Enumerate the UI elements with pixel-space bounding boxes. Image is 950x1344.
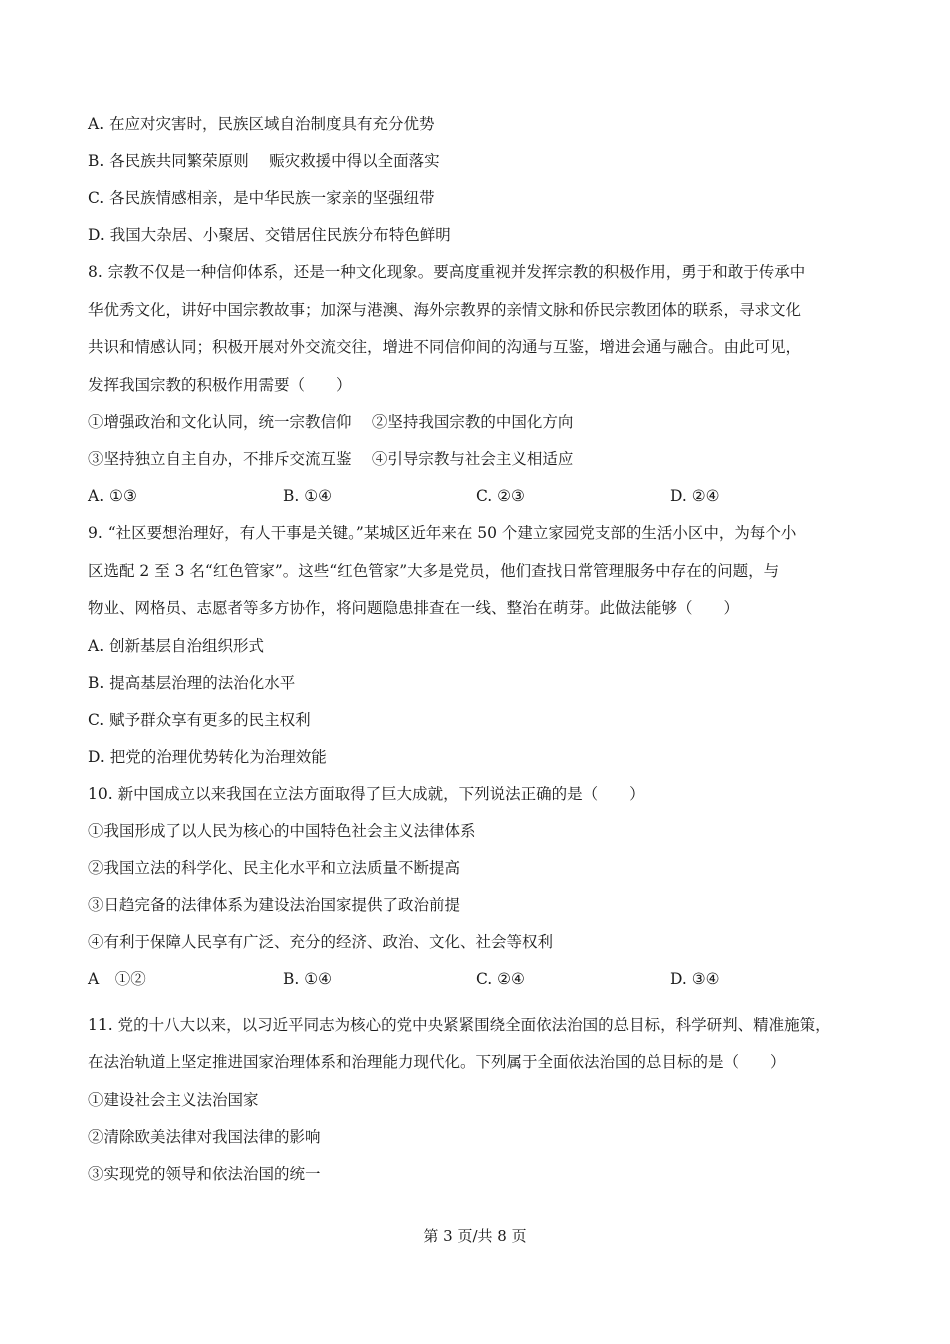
q8-stem-line-3: 共识和情感认同；积极开展对外交流交往，增进不同信仰间的沟通与互鉴，增进会通与融合。由此可见， <box>88 338 802 356</box>
q11-stem-line-1: 11. 党的十八大以来，以习近平同志为核心的党中央紧紧围绕全面依法治国的总目标，科学研判、精准施策， <box>88 1015 831 1034</box>
q7-option-c: C. 各民族情感相亲，是中华民族一家亲的坚强纽带 <box>88 189 435 207</box>
q9-option-d: D. 把党的治理优势转化为治理效能 <box>88 747 327 766</box>
q7-option-a: A. 在应对灾害时，民族区域自治制度具有充分优势 <box>88 115 435 133</box>
q9-stem-line-3: 物业、网格员、志愿者等多方协作，将问题隐患排查在一线、整治在萌芽。此做法能够（ ） <box>88 599 740 617</box>
question-7-options <box>88 110 888 258</box>
q10-choice-c: C. ②④ <box>476 969 525 988</box>
spacer <box>88 1002 888 1011</box>
q10-choice-a: A ①② <box>88 969 146 988</box>
q10-item-2: ②我国立法的科学化、民主化水平和立法质量不断提高 <box>88 858 461 877</box>
q10-choices <box>88 965 888 1002</box>
q8-choice-b: B. ①④ <box>283 487 333 505</box>
page-footer: 第 3 页/共 8 页 <box>423 1227 527 1245</box>
q10-item-4: ④有利于保障人民享有广泛、充分的经济、政治、文化、社会等权利 <box>88 932 554 951</box>
q9-option-b: B. 提高基层治理的法治化水平 <box>88 673 296 692</box>
q10-stem-line-1: 10. 新中国成立以来我国在立法方面取得了巨大成就，下列说法正确的是（ ） <box>88 784 645 803</box>
q7-option-d: D. 我国大杂居、小聚居、交错居住民族分布特色鲜明 <box>88 226 451 244</box>
q10-choice-d: D. ③④ <box>670 969 720 988</box>
q8-item-line-1: ①增强政治和文化认同，统一宗教信仰 ②坚持我国宗教的中国化方向 <box>88 413 574 431</box>
q8-choice-c: C. ②③ <box>476 487 525 505</box>
q11-item-2: ②清除欧美法律对我国法律的影响 <box>88 1127 321 1146</box>
page-content <box>88 110 888 1197</box>
q9-option-a: A. 创新基层自治组织形式 <box>88 636 265 655</box>
q8-choice-d: D. ②④ <box>670 487 720 505</box>
q7-option-b: B. 各民族共同繁荣原则 赈灾救援中得以全面落实 <box>88 152 440 170</box>
q8-choice-a: A. ①③ <box>88 487 137 505</box>
q8-item-line-2: ③坚持独立自主自办，不排斥交流互鉴 ④引导宗教与社会主义相适应 <box>88 450 574 468</box>
q9-stem-line-2: 区选配 2 至 3 名“红色管家”。这些“红色管家”大多是党员，他们查找日常管理服务中存在的问题，与 <box>88 561 780 580</box>
q8-stem-line-2: 华优秀文化，讲好中国宗教故事；加深与港澳、海外宗教界的亲情文脉和侨民宗教团体的联系，寻求文化 <box>88 300 802 319</box>
q10-item-3: ③日趋完备的法律体系为建设法治国家提供了政治前提 <box>88 895 461 914</box>
q11-item-3: ③实现党的领导和依法治国的统一 <box>88 1164 321 1183</box>
q8-stem-line-4: 发挥我国宗教的积极作用需要（ ） <box>88 375 352 394</box>
q11-stem-line-2: 在法治轨道上坚定推进国家治理体系和治理能力现代化。下列属于全面依法治国的总目标的是（ ） <box>88 1053 786 1071</box>
q11-item-1: ①建设社会主义法治国家 <box>88 1090 259 1109</box>
q9-option-c: C. 赋予群众享有更多的民主权利 <box>88 710 311 729</box>
q10-choice-b: B. ①④ <box>283 969 333 988</box>
question-11 <box>88 1011 888 1197</box>
q9-stem-line-1: 9. “社区要想治理好，有人干事是关键。”某城区近年来在 50 个建立家园党支部的生活小区中，为每个小 <box>88 524 797 542</box>
q8-choices <box>88 482 888 519</box>
q10-item-1: ①我国形成了以人民为核心的中国特色社会主义法律体系 <box>88 821 476 840</box>
question-8 <box>88 258 888 519</box>
q8-stem-line-1: 8. 宗教不仅是一种信仰体系，还是一种文化现象。要高度重视并发挥宗教的积极作用，勇于和敢于传承中 <box>88 263 806 281</box>
question-9 <box>88 519 888 780</box>
question-10 <box>88 780 888 1002</box>
